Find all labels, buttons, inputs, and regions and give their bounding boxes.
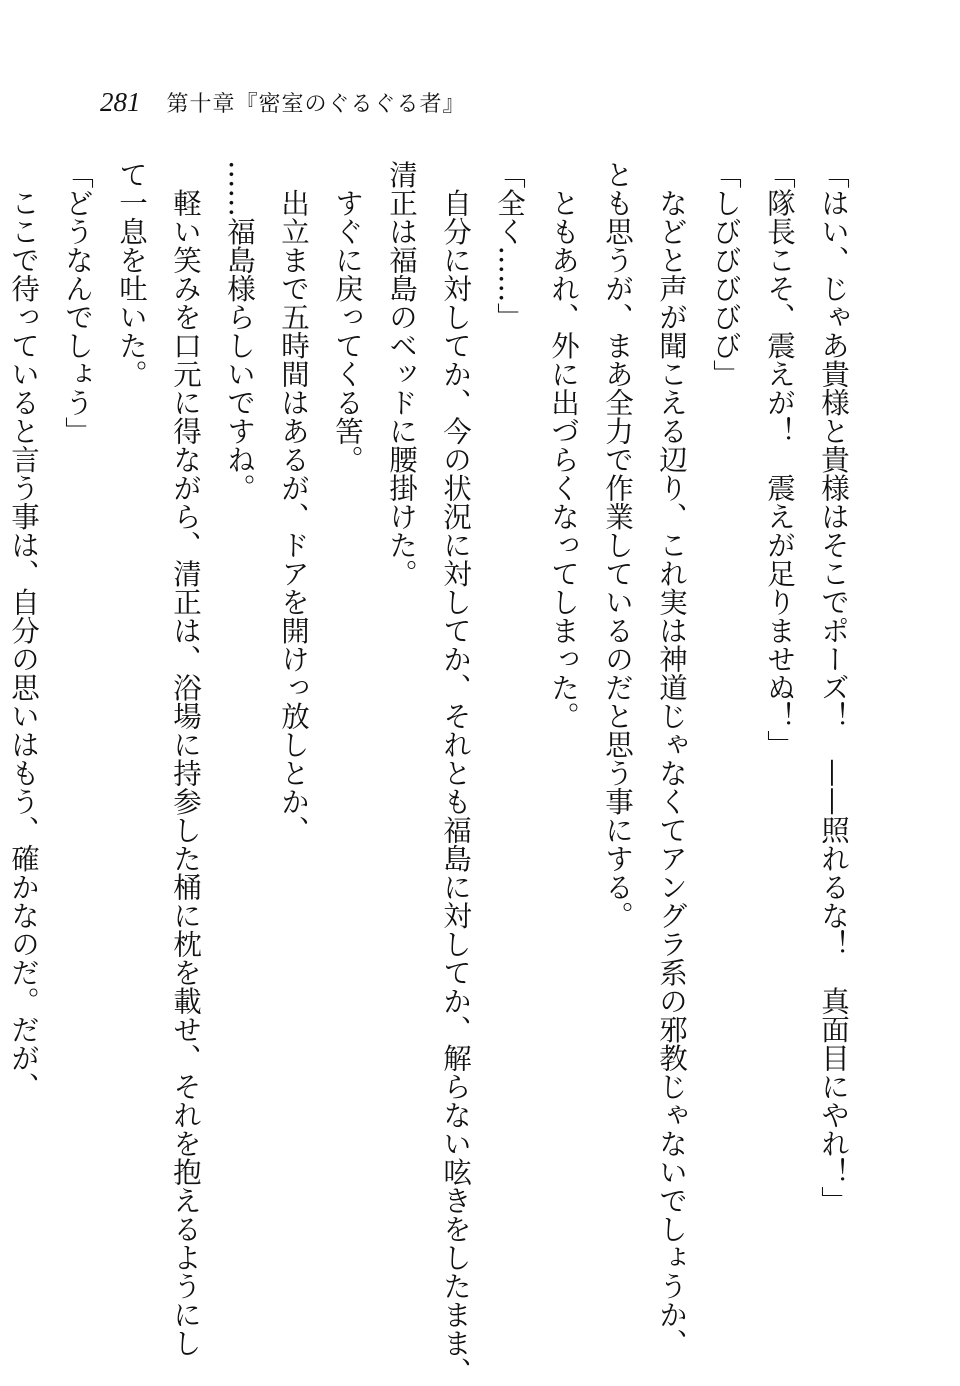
- text-line: ……福島様らしいですね。: [223, 160, 256, 502]
- text-line: 軽い笑みを口元に得ながら、清正は、浴場に持参した桶に枕を載せ、それを抱えるようにし: [169, 160, 202, 1357]
- text-line: 「しびびびびび」: [709, 160, 742, 388]
- vertical-body-text: [7, 160, 860, 1386]
- text-line: 清正は福島のベッドに腰掛けた。: [385, 160, 418, 588]
- text-line: 「隊長こそ、震えが！ 震えが足りませぬ！」: [763, 160, 796, 759]
- text-line: 「全く……」: [493, 160, 526, 331]
- text-line: すぐに戻ってくる筈。: [331, 160, 364, 474]
- text-line: て一息を吐いた。: [115, 160, 148, 388]
- chapter-title: 第十章『密室のぐるぐる者』: [166, 91, 466, 117]
- text-line: 自分に対してか、今の状況に対してか、それとも福島に対してか、解らない呟きをしたまま、: [439, 160, 472, 1386]
- text-line: 「どうなんでしょう」: [61, 160, 94, 445]
- text-line: などと声が聞こえる辺り、これ実は神道じゃなくてアングラ系の邪教じゃないでしょうか、: [655, 160, 688, 1357]
- text-line: 「はい、じゃあ貴様と貴様はそこでポーズ！ ——照れるな！ 真面目にやれ！」: [817, 160, 850, 1215]
- text-line: ここで待っていると言う事は、自分の思いはもう、確かなのだ。だが、: [7, 160, 40, 1101]
- page-number: 281: [100, 86, 141, 117]
- text-line: ともあれ、外に出づらくなってしまった。: [547, 160, 580, 730]
- text-line: とも思うが、まあ全力で作業しているのだと思う事にする。: [601, 160, 634, 930]
- running-header: [100, 82, 466, 122]
- text-line: 出立まで五時間はあるが、ドアを開けっ放しとか、: [277, 160, 310, 844]
